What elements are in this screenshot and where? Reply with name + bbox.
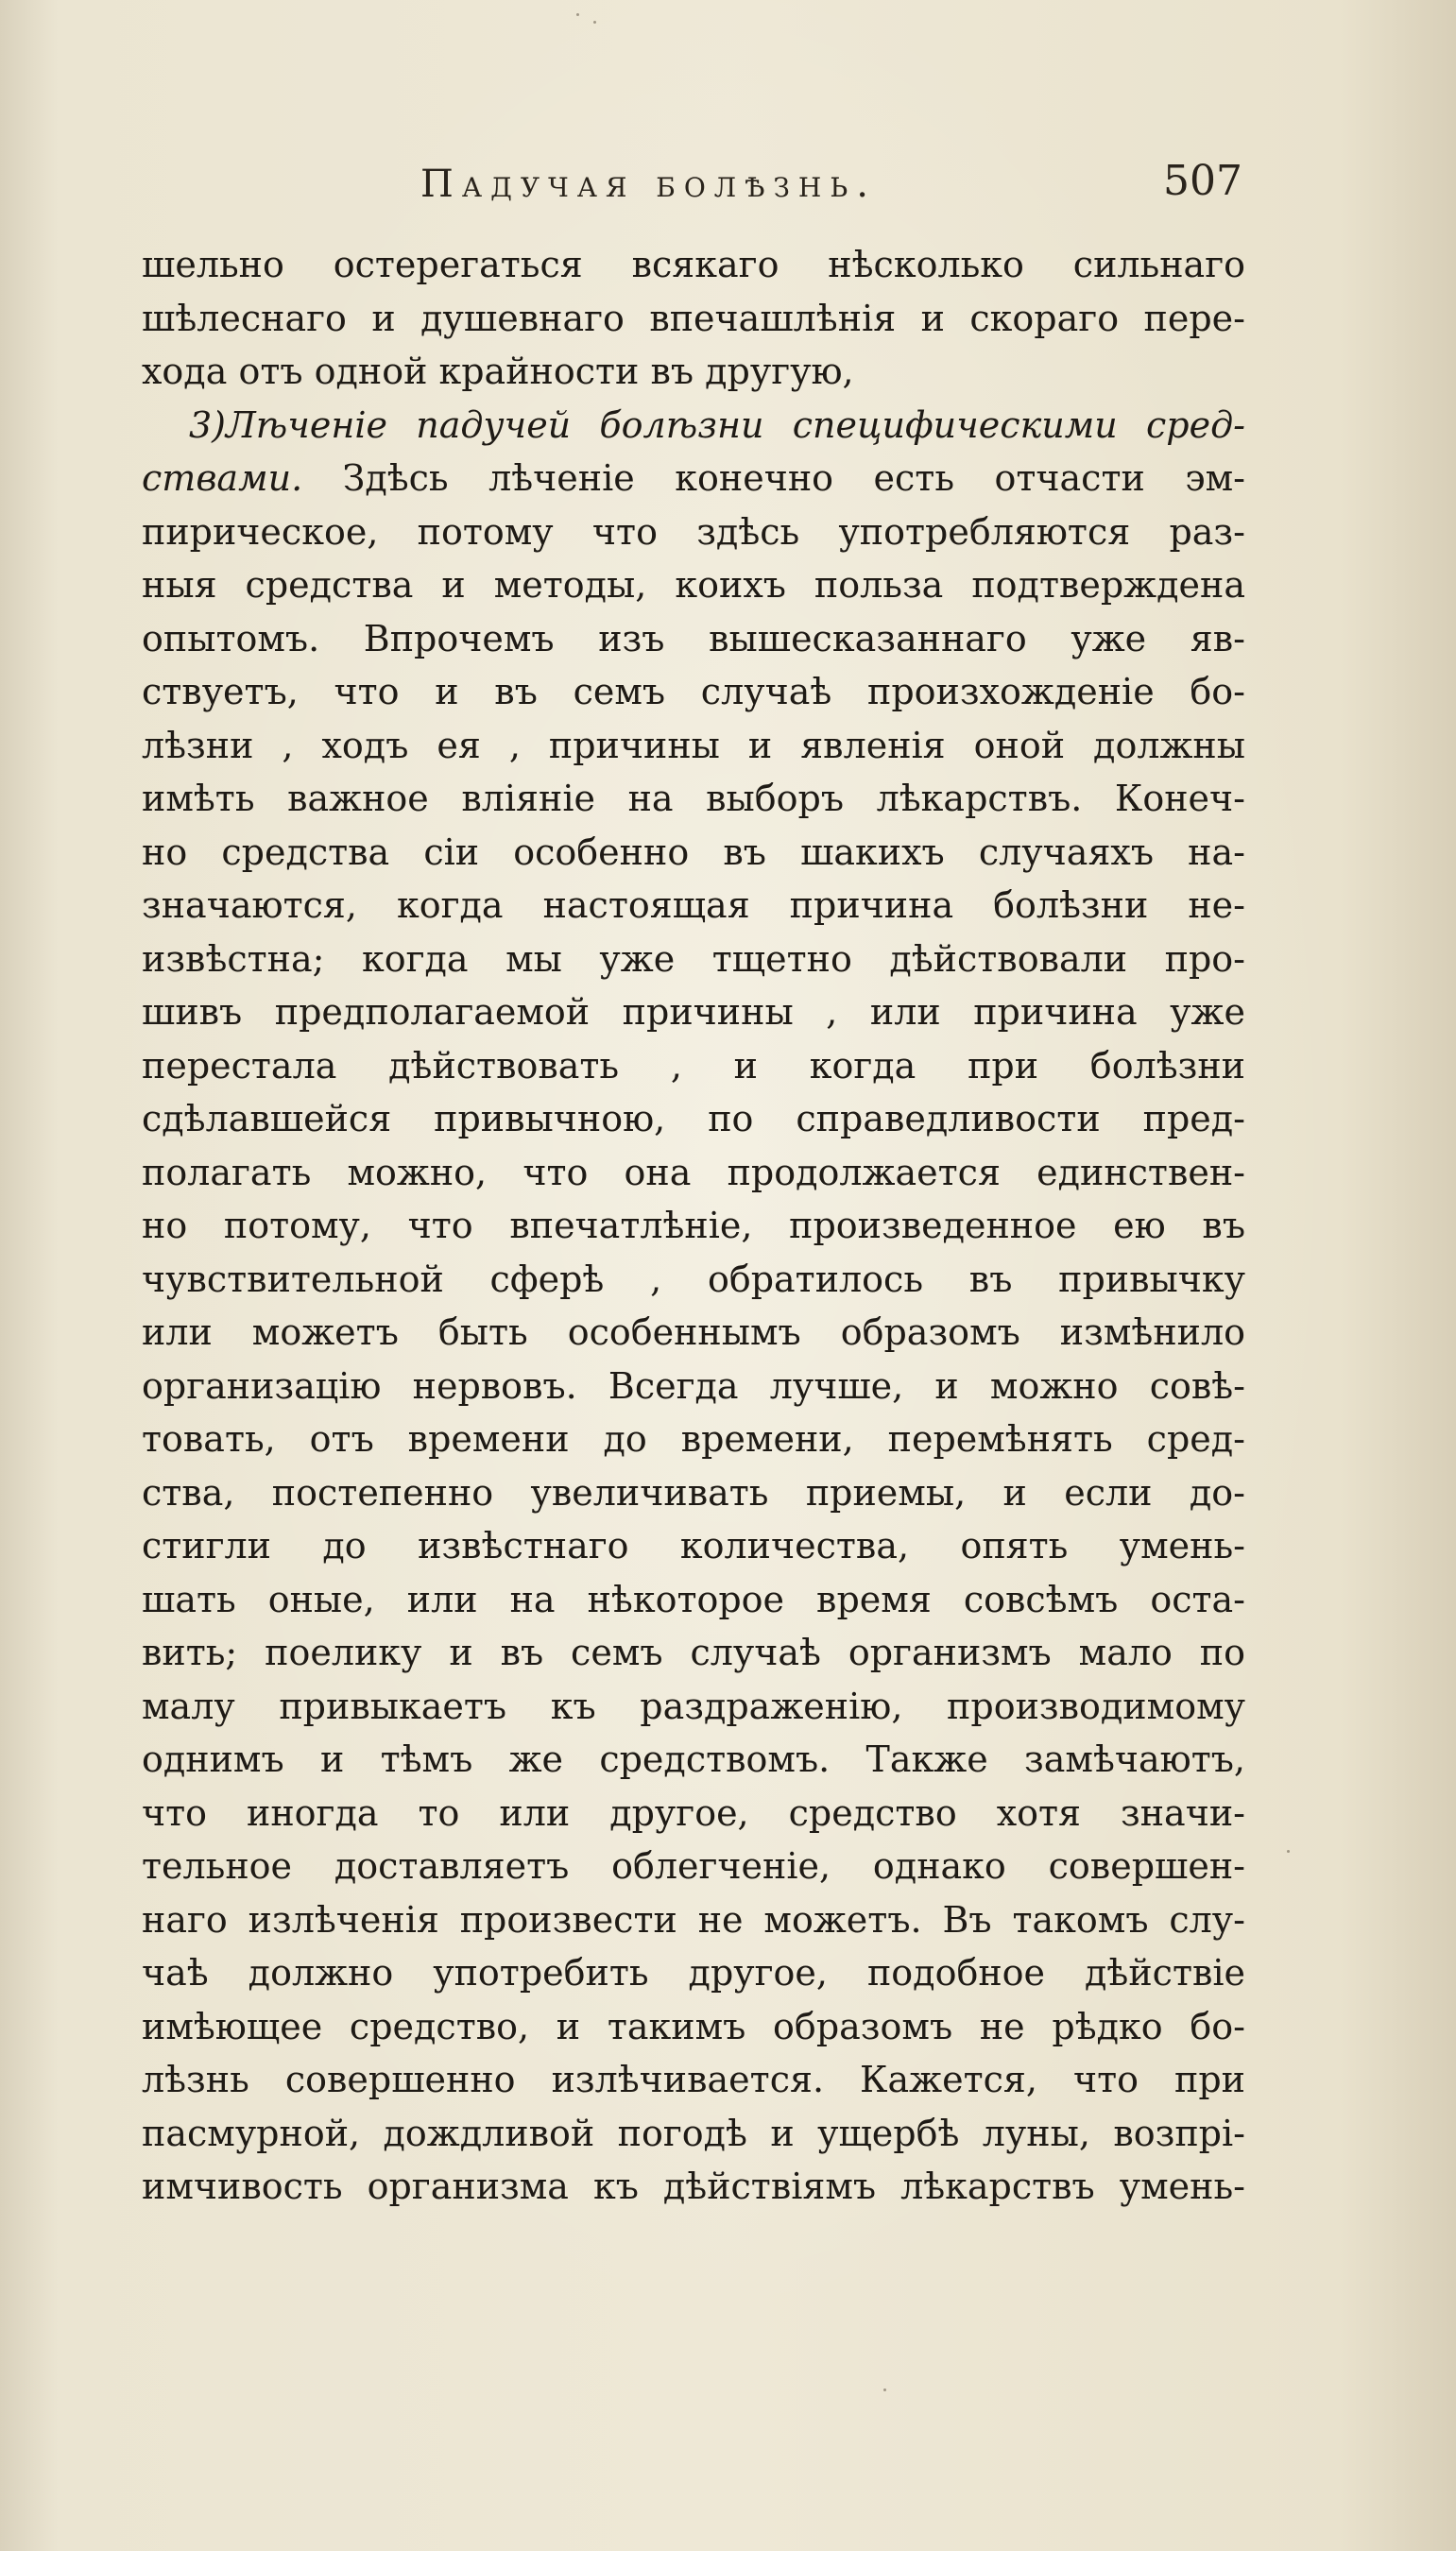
text-line: сдѣлавшейся привычною, по справедливости пред- [142, 1098, 1245, 1139]
text-line: лѣзнь совершенно излѣчивается. Кажется, что при [142, 2059, 1245, 2100]
text-line: полагать можно, что она продолжается единствен- [142, 1151, 1245, 1193]
text-line: шѣлеснаго и душевнаго впечашлѣнія и скораго пере- [142, 297, 1245, 339]
running-title: Падучая болѣзнь. [420, 163, 877, 206]
text-line: тельное доставляетъ облегченіе, однако совершен- [142, 1845, 1245, 1887]
text-line: хода отъ одной крайности въ другую, [142, 351, 854, 392]
text-line: малу привыкаетъ къ раздраженію, производимому [142, 1685, 1245, 1727]
page-header [137, 157, 1242, 219]
text-line: товать, отъ времени до времени, перемѣнять сред- [142, 1418, 1245, 1460]
text-line: ства, постепенно увеличивать приемы, и если до- [142, 1471, 1245, 1514]
text-line: имчивость организма къ дѣйствіямъ лѣкарствъ умень- [142, 2166, 1245, 2207]
body-text [142, 238, 1245, 2214]
text-line: ствуетъ, что и въ семъ случаѣ произхожденіе бо- [142, 671, 1245, 712]
text-line: стигли до извѣстнаго количества, опять умень- [142, 1525, 1245, 1567]
text-line: однимъ и тѣмъ же средствомъ. Также замѣчаютъ, [142, 1738, 1245, 1780]
text-line: но средства сіи особенно въ шакихъ случаяхъ на- [142, 830, 1245, 873]
paper-speck [1287, 1850, 1290, 1853]
text-line: пирическое, потому что здѣсь употребляются раз- [142, 510, 1245, 553]
text-line: извѣстна; когда мы уже тщетно дѣйствовали про- [142, 937, 1245, 980]
text-line: ныя средства и методы, коихъ польза подтверждена [142, 564, 1245, 606]
text-line: пасмурной, дождливой погодѣ и ущербѣ луны, возпрі- [142, 2112, 1245, 2154]
text-line: шивъ предполагаемой причины , или причина уже [142, 991, 1245, 1033]
text-line: шельно остерегаться всякаго нѣсколько сильнаго [142, 244, 1245, 285]
text-line: перестала дѣйствовать , и когда при болѣзни [142, 1044, 1245, 1087]
text-span: Здѣсь лѣченіе конечно есть отчасти эм- [302, 457, 1245, 499]
page-number: 507 [1163, 157, 1242, 205]
text-line: вить; поелику и въ семъ случаѣ организмъ мало по [142, 1632, 1245, 1673]
section-heading: 3)Лѣченіе падучей болѣзни специфическими сред- [189, 403, 1245, 446]
section-heading-continuation: ствами. [142, 457, 303, 499]
text-line: чувствительной сферѣ , обратилось въ привычку [142, 1258, 1245, 1300]
text-line: но потому, что впечатлѣніе, произведенное ею въ [142, 1205, 1245, 1246]
paper-speck [883, 2388, 886, 2391]
paper-speck [576, 13, 579, 16]
text-line: чаѣ должно употребить другое, подобное дѣйствіе [142, 1952, 1245, 1994]
section-heading-line [142, 399, 1245, 453]
text-line: организацію нервовъ. Всегда лучше, и можно совѣ- [142, 1364, 1245, 1407]
text-line [142, 452, 1245, 505]
text-line: имѣть важное вліяніе на выборъ лѣкарствъ. Конеч- [142, 778, 1245, 819]
text-line: или можетъ быть особеннымъ образомъ измѣнило [142, 1311, 1245, 1353]
text-line: наго излѣченія произвести не можетъ. Въ такомъ слу- [142, 1898, 1245, 1941]
text-line: значаются, когда настоящая причина болѣзни не- [142, 884, 1245, 926]
text-line: что иногда то или другое, средство хотя значи- [142, 1791, 1245, 1834]
text-line: лѣзни , ходъ ея , причины и явленія оной должны [142, 724, 1245, 766]
text-line: опытомъ. Впрочемъ изъ вышесказаннаго уже яв- [142, 617, 1245, 659]
text-line: имѣющее средство, и такимъ образомъ не рѣдко бо- [142, 2005, 1245, 2047]
paper-speck [593, 21, 596, 24]
text-line: шать оные, или на нѣкоторое время совсѣмъ оста- [142, 1578, 1245, 1620]
